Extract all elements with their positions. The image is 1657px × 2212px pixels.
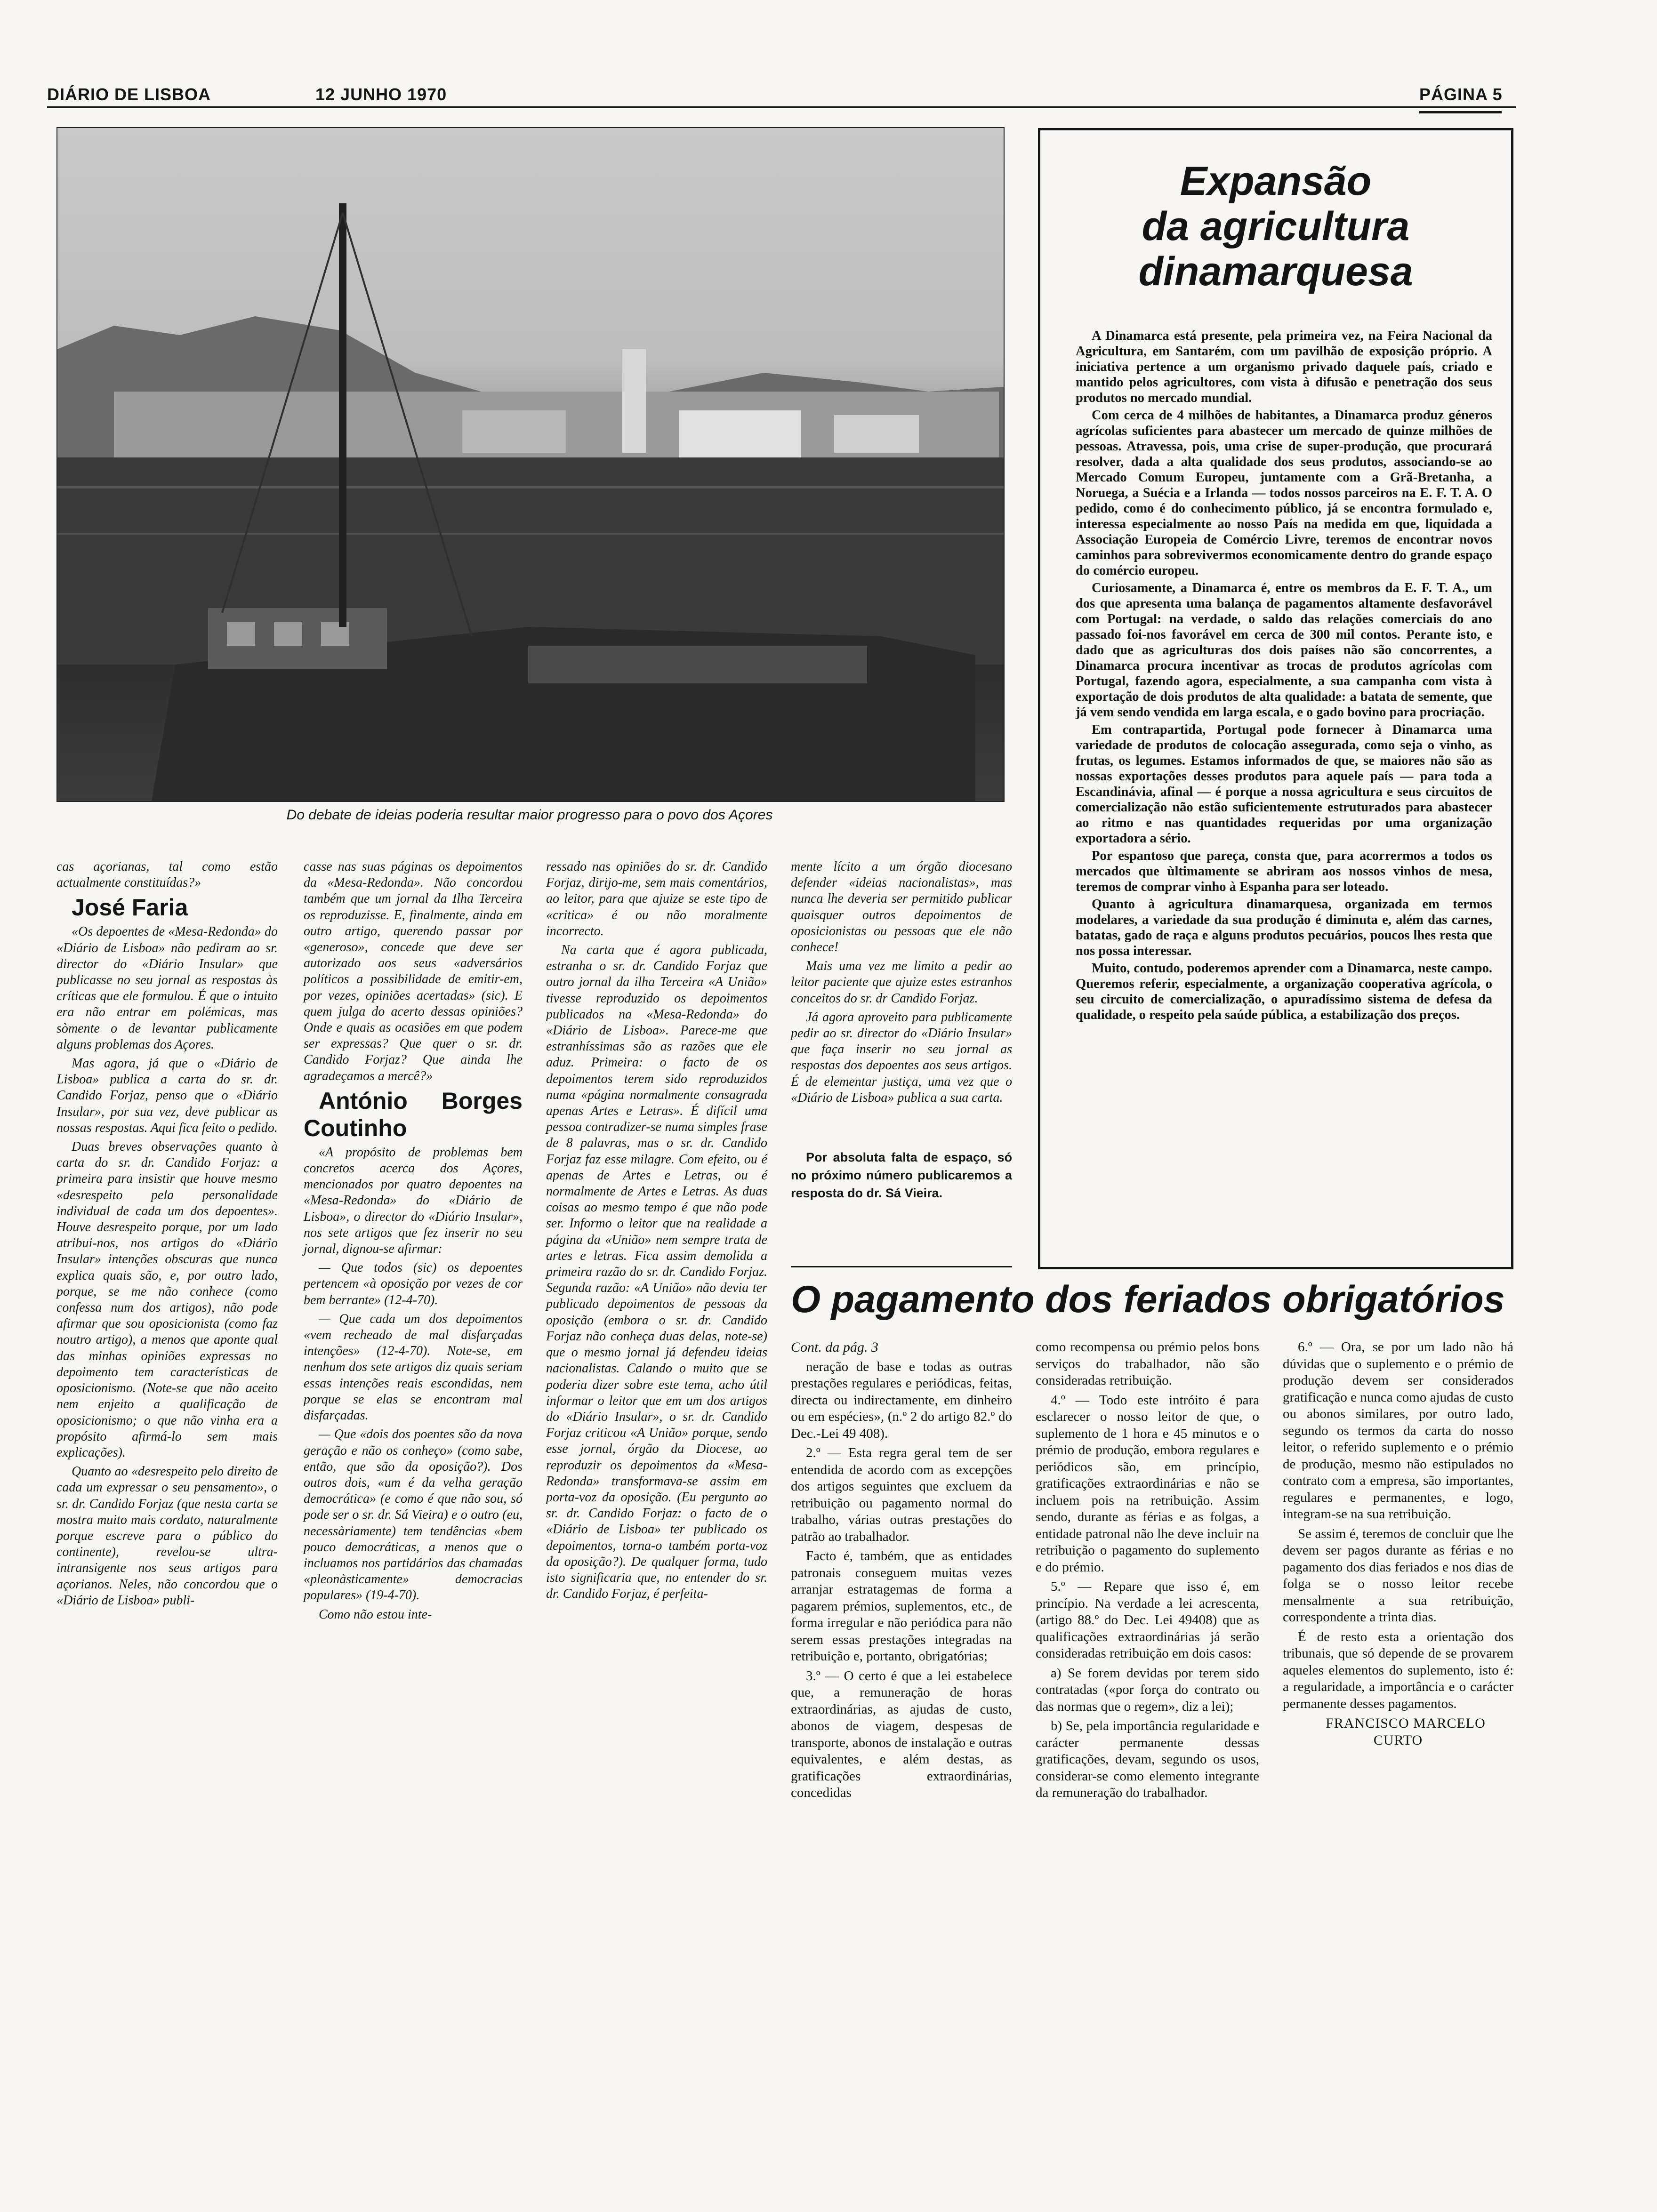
author-name	[1283, 1715, 1513, 1749]
agriculture-article-box	[1038, 128, 1513, 1269]
water-reflection	[57, 533, 1004, 535]
letters-column-1	[56, 859, 278, 1611]
paragraph: «A propósito de problemas bem concretos acerca dos Açores, mencionados por quatro depoentes na «Mesa-Redonda» do «Diário de Lisboa», o director do «Diário Insular», nos sete artigos que fez inserir no seu jornal, dignou-se afirmar:	[304, 1145, 523, 1257]
author-line: FRANCISCO MARCELO	[1326, 1715, 1486, 1731]
water-reflection	[57, 486, 1004, 489]
paper-name: DIÁRIO DE LISBOA	[47, 85, 211, 104]
paragraph: Já agora aproveito para publicamente pedir ao sr. director do «Diário Insular» que faça inserir no seu jornal as respostas dos depoentes aos seus artigos. É de elementar justiça, uma vez que o «Diário de Lisboa» publica a sua carta.	[791, 1010, 1012, 1105]
paragraph: Duas breves observações quanto à carta do sr. dr. Candido Forjaz: a primeira para insistir que houve mesmo «desrespeito pela personalidade individual de cada um dos depoentes». Houve desrespeito porque, por um lado atribui-nos, nos artigos do «Diário Insular» intenções obscuras que nunca explica quais são, e, por outro lado, porque, se me não conhece (como confessa num dos artigos), não pode afirmar que sou oposicionista (como faz noutro artigo), a menos que aponte qual das minhas opiniões expressas no depoimento tem características de oposicionismo. (Note-se que não aceito nem enjeito a qualificação de oposicionismo; o que não vinha era a propósito afirmá-lo sem mais explicações).	[56, 1139, 278, 1460]
paragraph: 4.º — Todo este intróito é para esclarecer o nosso leitor de que, o suplemento de 1 hora e 45 minutos e o prémio de produção, embora regulares e periódicos são, em princípio, gratificações extraordinárias e não se incluem pois na retribuição. Assim sendo, durante as férias e as folgas, a entidade patronal não lhe deve incluir na retribuição o pagamento do suplemento e do prémio.	[1036, 1392, 1259, 1575]
holidays-column-2	[1036, 1339, 1259, 1804]
paragraph: mente lícito a um órgão diocesano defender «ideias nacionalistas», mas nunca lhe deveria ser permitido publicar quaisquer outros depoimentos de oposicionistas ou pessoas que ele não conhece!	[791, 859, 1012, 955]
paragraph: — Que cada um dos depoimentos «vem recheado de mal disfarçadas intenções» (12-4-70). Note-se, em nenhum dos sete artigos diz quais seriam essas intenções reais escondidas, nem porque se elas se encontram mal disfarçadas.	[304, 1311, 523, 1423]
building	[834, 415, 919, 453]
paragraph: b) Se, pela importância regularidade e carácter permanente dessas gratificações, devam, segundo os usos, considerar-se como elemento integrante da remuneração do trabalhador.	[1036, 1718, 1259, 1800]
paragraph: 5.º — Repare que isso é, em princípio. Na verdade a lei acrescenta, (artigo 88.º do Dec. Lei 49408) que as qualificações extraordinárias já serão consideradas retribuição em dois casos:	[1036, 1579, 1259, 1661]
paragraph: 2.º — Esta regra geral tem de ser entendida de acordo com as excepções dos artigos seguintes que excluem da retribuição ou pagamento normal do trabalho, várias outras prestações do patrão ao trabalhador.	[791, 1445, 1012, 1544]
holidays-column-3	[1283, 1339, 1513, 1752]
paragraph: ressado nas opiniões do sr. dr. Candido Forjaz, dirijo-me, sem mais comentários, ao leitor, para que ajuize se este tipo de «critica» é ou não moralmente incorrecto.	[546, 859, 767, 938]
title-line: Expansão	[1180, 159, 1372, 204]
harbour-photo-drawing	[57, 128, 1004, 801]
holidays-article-headline: O pagamento dos feriados obrigatórios	[791, 1278, 1505, 1321]
boat-deck	[528, 646, 867, 683]
paragraph: 6.º — Ora, se por um lado não há dúvidas que o suplemento e o prémio de produção devem ser considerados gratificação e nunca como ajudas de custo ou abonos similares, por outro lado, segundo os termos da carta do nosso leitor, o referido suplemento e o prémio de produção, mesmo não estipulados no contrato com a empresa, são importantes, regulares e permanentes, e logo, integram-se na sua retribuição.	[1283, 1339, 1513, 1522]
signature-antonio-borges-coutinho: António Borges Coutinho	[304, 1087, 523, 1141]
paragraph: Se assim é, teremos de concluir que lhe devem ser pagos durante as férias e no pagamento dos dias feriados e nos dias de folga se o nosso leitor recebe mensalmente a sua retribuição, correspondente a trinta dias.	[1283, 1526, 1513, 1625]
paragraph: Muito, contudo, poderemos aprender com a Dinamarca, neste campo. Queremos referir, especialmente, a organização cooperativa agrícola, o seu circuito de comercialização, o apuradíssimo sistema de defesa da qualidade, o respeito pela saúde pública, a estabilização dos preços.	[1076, 961, 1492, 1022]
paragraph: neração de base e todas as outras prestações regulares e periódicas, feitas, directa ou indirectamente, em dinheiro ou em espécies», (n.º 2 do artigo 82.º do Dec.-Lei 49 408).	[791, 1359, 1012, 1441]
masthead-rule	[47, 106, 1516, 108]
paragraph: Curiosamente, a Dinamarca é, entre os membros da E. F. T. A., um dos que apresenta uma balança de pagamentos altamente desfavorável com Portugal: na verdade, o saldo das relações comerciais do ano passado foi-nos favorável em cerca de 300 mil contos. Perante isto, e dado que as agriculturas dos dois países não são concorrentes, a Dinamarca procura incentivar as trocas de produtos agrícolas com Portugal, fazendo agora, especialmente, a sua campanha com vista à exportação de dois produtos de alta qualidade: a batata de semente, que já vem sendo vendida em larga escala, e o gado bovino para procriação.	[1076, 581, 1492, 720]
title-line: da agricultura	[1142, 204, 1410, 249]
issue-date: 12 JUNHO 1970	[315, 85, 447, 104]
harbour-photo	[56, 127, 1005, 802]
agriculture-article-body	[1076, 328, 1492, 1025]
white-building	[679, 410, 801, 457]
paragraph: Por espantoso que pareça, consta que, para acorrermos a todos os mercados que ùltimamente se abriram aos nossos vinhos de mesa, teremos de comprar vinho à Espanha para ser loteado.	[1076, 849, 1492, 894]
editor-note-rule	[791, 1266, 1012, 1267]
paragraph: Na carta que é agora publicada, estranha o sr. dr. Candido Forjaz que outro jornal da ilha Terceira «A União» tivesse reproduzido os depoimentos publicados na «Mesa-Redonda» do «Diário de Lisboa». Parece-me que estranhíssimas são as razões que ele aduz. Primeira: o facto de os depoimentos terem sido reproduzidos numa «página normalmente consagrada apenas Artes e Letras». É difícil uma pessoa contradizer-se numa simples frase de 8 palavras, mas o sr. dr. Candido Forjaz faz esse milagre. Com efeito, ou é apenas de Artes e Letras, ou é normalmente de Artes e Letras. As duas coisas ao mesmo tempo é que não pode ser. Informo o leitor que na realidade a página da «União» nem sempre trata de artes e letras. Fica assim demolida a primeira razão do sr. dr. Candido Forjaz. Segunda razão: «A União» não devia ter publicado depoimentos de pessoas da oposição (embora o sr. dr. Candido Forjaz não conheça duas delas, note-se) que o mesmo jornal já defendeu ideias nacionalistas. Calando o muito que se poderia dizer sobre este tema, acho útil informar o leitor que em um dos artigos do «Diário Insular», o sr. dr. Candido Forjaz criticou «A União» porque, sendo esse jornal, órgão da Diocese, ao reproduzir os depoimentos da «Mesa-Redonda» transformava-se assim em porta-voz da oposição. (Eu pergunto ao sr. dr. Candido Forjaz: o facto de o «Diário de Lisboa» ter publicado os depoimentos, torna-o também porta-voz da oposição?). De qualquer forma, tudo isto significaria que, no entender do sr. dr. Candido Forjaz, é perfeita-	[546, 943, 767, 1602]
letters-column-4	[791, 859, 1012, 1205]
paragraph: Facto é, também, que as entidades patronais conseguem muitas vezes arranjar estratagemas de forma a pagarem prémios, suplementos, etc., de forma irregular e não periódica para não serem essas prestações integradas na retribuição e, portanto, obrigatórias;	[791, 1548, 1012, 1664]
letters-column-3	[546, 859, 767, 1605]
boat-mast	[339, 203, 346, 627]
church-tower	[622, 349, 646, 453]
editor-note: Por absoluta falta de espaço, só no próximo número publicaremos a resposta do dr. Sá Vieira.	[791, 1150, 1012, 1201]
paragraph: Com cerca de 4 milhões de habitantes, a Dinamarca produz géneros agrícolas suficientes para abastecer um mercado de quinze milhões de pessoas. Atravessa, pois, uma crise de super-produção, que procurará resolver, dada a alta qualidade dos seus produtos, associando-se ao Mercado Comum Europeu, juntamente com a Grã-Bretanha, a Noruega, a Suécia e a Irlanda — todos nossos parceiros na E. F. T. A. O pedido, como é do conhecimento público, já se encontra formulado e, interessa especialmente ao nosso País na medida em que, liquidada a Associação Europeia de Comércio Livre, teremos de encontrar novos caminhos para sobrevivermos economicamente dentro do grande espaço do comércio europeu.	[1076, 408, 1492, 578]
paragraph: A Dinamarca está presente, pela primeira vez, na Feira Nacional da Agricultura, em Santarém, com um pavilhão de exposição próprio. A iniciativa pertence a um organismo privado daquele país, criado e mantido pelos agricultores, com vista à difusão e penetração dos seus produtos no mercado mundial.	[1076, 329, 1492, 405]
paragraph: 3.º — O certo é que a lei estabelece que, a remuneração de horas extraordinárias, as ajudas de custo, abonos de viagem, despesas de transporte, abonos de instalação e outras equivalentes, e além destas, as gratificações extraordinárias, concedidas	[791, 1668, 1012, 1800]
author-line: CURTO	[1373, 1732, 1423, 1748]
continued-from: Cont. da pág. 3	[791, 1339, 878, 1355]
paragraph: como recompensa ou prémio pelos bons serviços do trabalhador, não são consideradas retribuição.	[1036, 1339, 1259, 1388]
paragraph: Mas agora, já que o «Diário de Lisboa» publica a carta do sr. dr. Candido Forjaz, penso que o «Diário Insular», por sua vez, deve publicar as nossas respostas. Aqui fica feito o pedido.	[56, 1056, 278, 1135]
paragraph: casse nas suas páginas os depoimentos da «Mesa-Redonda». Não concordou também que um jornal da Ilha Terceira os reproduzisse. E, finalmente, ainda em outro artigo, querendo passar por «generoso», concede que deve ser autorizado aos seus «adversários políticos a possibilidade de emitir-em, por vezes, opiniões acertadas» (sic). E quem julga do acerto dessas opiniões? Onde e quais as ocasiões em que podem ser expressas? Que quer o sr. dr. Candido Forjaz? Que ainda lhe agradeçamos a mercê?»	[304, 859, 523, 1083]
agriculture-article-title	[1040, 159, 1511, 294]
paragraph: Em contrapartida, Portugal pode fornecer à Dinamarca uma variedade de produtos de colocação assegurada, como seja o vinho, as frutas, os legumes. Estamos informados de que, se maiores não são as nossas exportações desses produtos para aquele país — para toda a Escandinávia, afinal — é porque a nossa agricultura e seus circuitos de comercialização não estão suficientemente estruturados para abastecer ao ritmo e nas quantidades requeridas por uma organização exportadora a sério.	[1076, 722, 1492, 846]
cabin-window	[274, 622, 302, 646]
paragraph: «Os depoentes de «Mesa-Redonda» do «Diário de Lisboa» não pediram ao sr. director do «Diário Insular» que publicasse no seu jornal as respostas às críticas que ele formulou. É que o intuito era não entrar em polémicas, mas sòmente o de levantar publicamente alguns problemas dos Açores.	[56, 924, 278, 1052]
title-line: dinamarquesa	[1138, 249, 1413, 294]
signature-jose-faria: José Faria	[72, 894, 188, 921]
paragraph: Como não estou inte-	[319, 1607, 432, 1622]
letters-column-2	[304, 859, 523, 1626]
paragraph: a) Se forem devidas por terem sido contratadas («por força do contrato ou das normas que o regem», diz a lei);	[1036, 1665, 1259, 1714]
paragraph: Quanto à agricultura dinamarquesa, organizada em termos modelares, a variedade da sua produção é diminuta e, além das carnes, batatas, gado de raça e alguns produtos pecuários, poucos lhes resta que nos possa interessar.	[1076, 897, 1492, 958]
paragraph: — Que «dois dos poentes são da nova geração e não os conheço» (como sabe, então, que são da oposição?). Dos outros dois, «um é da velha geração democrática» (e como é que não sou, só pode ser o sr. dr. Sá Vieira) e o outro (eu, necessàriamente) tem tendências «bem pouco democráticas, a menos que o incluamos nos partidários das chamadas «pleonàsticamente» democracias populares» (19-4-70).	[304, 1427, 523, 1603]
paragraph: — Que todos (sic) os depoentes pertencem «à oposição por vezes de cor bem berrante» (12-4-70).	[304, 1260, 523, 1307]
paragraph: É de resto esta a orientação dos tribunais, que só depende de se provarem aqueles elementos do suplemento, isto é: a regularidade, a importância e o carácter permanente desses pagamentos.	[1283, 1629, 1513, 1711]
holidays-column-1	[791, 1339, 1012, 1804]
page-number-underline	[1419, 111, 1502, 113]
cabin-window	[227, 622, 255, 646]
paragraph: Mais uma vez me limito a pedir ao leitor paciente que ajuize estes estranhos conceitos do sr. dr Candido Forjaz.	[791, 959, 1012, 1006]
paragraph: cas açorianas, tal como estão actualmente constituídas?»	[56, 859, 278, 890]
building	[462, 410, 566, 453]
paragraph: Quanto ao «desrespeito pelo direito de cada um expressar o seu pensamento», o sr. dr. Candido Forjaz (que nesta carta se mostra muito mais cordato, naturalmente porque escreve para o público do continente), revelou-se ultra-intransigente nos seus artigos para açorianos. Neles, não concordou que o «Diário de Lisboa» publi-	[56, 1464, 278, 1608]
page-number: PÁGINA 5	[1419, 85, 1503, 104]
photo-caption: Do debate de ideias poderia resultar maior progresso para o povo dos Açores	[286, 807, 773, 823]
